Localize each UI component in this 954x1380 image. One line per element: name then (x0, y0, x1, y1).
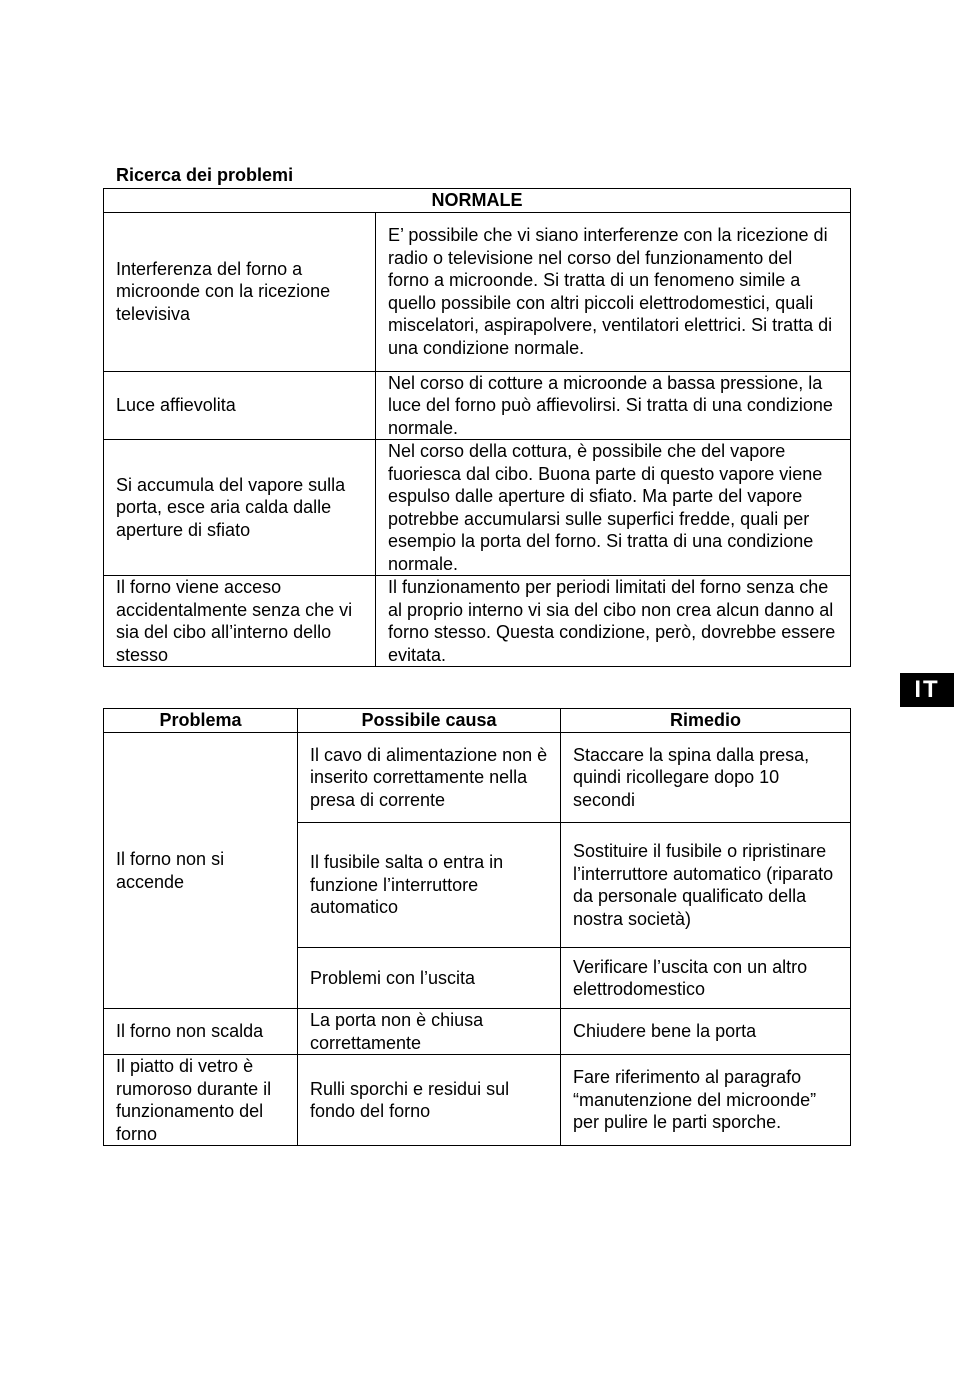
table-row (104, 576, 851, 667)
remedy-cell: Chiudere bene la porta (561, 1009, 851, 1055)
cause-cell: Problemi con l’uscita (298, 948, 561, 1009)
problem-cell: Il forno non si accende (104, 733, 298, 1009)
explanation-cell: Nel corso di cotture a microonde a bassa pressione, la luce del forno può affievolirsi. Si tratta di una condizione normale. (376, 371, 851, 440)
explanation-cell: Il funzionamento per periodi limitati del forno senza che al proprio interno vi sia del cibo non crea alcun danno al forno stesso. Questa condizione, però, dovrebbe essere evitata. (376, 576, 851, 667)
cause-cell: Il fusibile salta o entra in funzione l’interruttore automatico (298, 823, 561, 948)
situation-cell: Interferenza del forno a microonde con la ricezione televisiva (104, 212, 376, 371)
normal-conditions-table (103, 188, 851, 667)
explanation-cell: E’ possibile che vi siano interferenze con la ricezione di radio o televisione nel corso del funzionamento del forno a microonde. Si tratta di un fenomeno simile a quello possibile con altri piccoli elettrodomestici, quali miscelatori, aspirapolvere, ventilatori elettrici. Si tratta di una condizione normale. (376, 212, 851, 371)
table-row (104, 1009, 851, 1055)
cause-cell: La porta non è chiusa correttamente (298, 1009, 561, 1055)
cause-cell: Il cavo di alimentazione non è inserito correttamente nella presa di corrente (298, 733, 561, 823)
table-row (104, 733, 851, 823)
problem-cell: Il piatto di vetro è rumoroso durante il funzionamento del forno (104, 1055, 298, 1146)
header-cause: Possibile causa (298, 709, 561, 733)
normal-header: NORMALE (104, 189, 851, 213)
table-row (104, 212, 851, 371)
table-header-row (104, 189, 851, 213)
table-header-row (104, 709, 851, 733)
situation-cell: Luce affievolita (104, 371, 376, 440)
situation-cell: Il forno viene acceso accidentalmente senza che vi sia del cibo all’interno dello stesso (104, 576, 376, 667)
cause-cell: Rulli sporchi e residui sul fondo del forno (298, 1055, 561, 1146)
table-row (104, 371, 851, 440)
table-row (104, 440, 851, 576)
troubleshooting-table (103, 708, 851, 1146)
situation-cell: Si accumula del vapore sulla porta, esce aria calda dalle aperture di sfiato (104, 440, 376, 576)
remedy-cell: Sostituire il fusibile o ripristinare l’interruttore automatico (riparato da personale qualificato della nostra società) (561, 823, 851, 948)
language-tab: IT (900, 673, 954, 707)
table-row (104, 1055, 851, 1146)
remedy-cell: Fare riferimento al paragrafo “manutenzione del microonde” per pulire le parti sporche. (561, 1055, 851, 1146)
remedy-cell: Staccare la spina dalla presa, quindi ricollegare dopo 10 secondi (561, 733, 851, 823)
section-title: Ricerca dei problemi (116, 165, 294, 185)
remedy-cell: Verificare l’uscita con un altro elettrodomestico (561, 948, 851, 1009)
header-remedy: Rimedio (561, 709, 851, 733)
header-problem: Problema (104, 709, 298, 733)
explanation-cell: Nel corso della cottura, è possibile che del vapore fuoriesca dal cibo. Buona parte di questo vapore viene espulso dalle aperture di sfiato. Ma parte del vapore potrebbe accumularsi sulle superfici fredde, quali per esempio la porta del forno. Si tratta di una condizione normale. (376, 440, 851, 576)
problem-cell: Il forno non scalda (104, 1009, 298, 1055)
